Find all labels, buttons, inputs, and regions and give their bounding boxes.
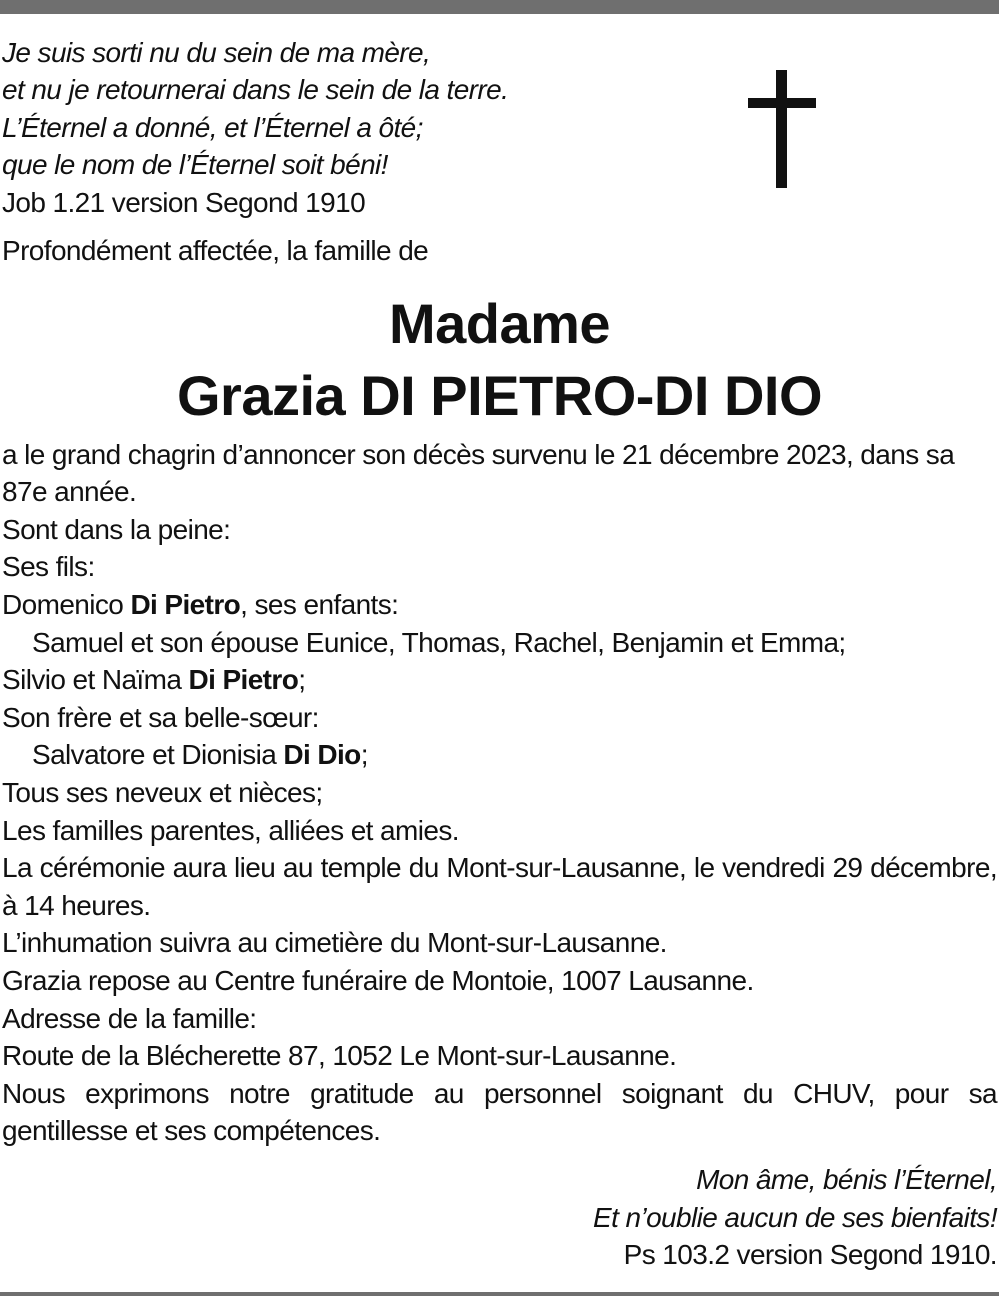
mourner-son-1: Domenico Di Pietro, ses enfants: xyxy=(2,589,399,620)
burial-text: L’inhumation suivra au cimetière du Mont-sur-Lausanne. xyxy=(2,927,667,959)
surname: Di Pietro xyxy=(188,664,299,696)
sibling-heading: Son frère et sa belle-sœur: xyxy=(2,701,319,733)
ceremony-text: La cérémonie aura lieu au temple du Mont-sur-Lausanne, le vendredi 29 décembre, à 14 heures. xyxy=(2,852,997,921)
bottom-rule xyxy=(0,1292,999,1296)
surname: Di Pietro xyxy=(130,589,241,620)
mourners-heading: Sont dans la peine: xyxy=(2,513,231,545)
nephews-text: Tous ses neveux et nièces; xyxy=(2,776,323,808)
rest-location-text: Grazia repose au Centre funéraire de Montoie, 1007 Lausanne. xyxy=(2,964,754,996)
grandchildren-list: Samuel et son épouse Eunice, Thomas, Rachel, Benjamin et Emma; xyxy=(32,626,846,658)
epigraph-line: L’Éternel a donné, et l’Éternel a ôté; xyxy=(2,111,423,143)
address-value: Route de la Blécherette 87, 1052 Le Mont-sur-Lausanne. xyxy=(2,1040,677,1072)
closing-line: Mon âme, bénis l’Éternel, xyxy=(696,1163,997,1195)
intro-text: Profondément affectée, la famille de xyxy=(2,235,429,267)
epigraph-line: et nu je retournerai dans le sein de la terre. xyxy=(2,74,509,106)
top-rule xyxy=(0,0,999,14)
deceased-heading xyxy=(2,288,997,432)
epigraph-line: Je suis sorti nu du sein de ma mère, xyxy=(2,37,431,68)
sons-heading: Ses fils: xyxy=(2,551,95,583)
closing-verse xyxy=(2,1161,997,1274)
surname: Di Dio xyxy=(283,739,361,771)
mourner-son-2: Silvio et Naïma Di Pietro; xyxy=(2,664,306,696)
gratitude-text: Nous exprimons notre gratitude au personnel soignant du CHUV, pour sa gentillesse et ses compétences. xyxy=(2,1077,997,1147)
address-label: Adresse de la famille: xyxy=(2,1002,257,1034)
announcement-text: a le grand chagrin d’annoncer son décès survenu le 21 décembre 2023, dans sa 87e année. xyxy=(2,438,955,508)
closing-reference: Ps 103.2 version Segond 1910. xyxy=(623,1239,997,1271)
closing-line: Et n’oublie aucun de ses bienfaits! xyxy=(593,1201,997,1233)
epigraph xyxy=(2,34,997,221)
epigraph-reference: Job 1.21 version Segond 1910 xyxy=(2,186,366,218)
deceased-title: Madame xyxy=(388,291,611,355)
families-text: Les familles parentes, alliées et amies. xyxy=(2,814,459,846)
mourner-sibling: Salvatore et Dionisia Di Dio; xyxy=(32,739,368,771)
obituary-notice xyxy=(2,34,997,1274)
deceased-name: Grazia DI PIETRO-DI DIO xyxy=(176,363,823,427)
epigraph-line: que le nom de l’Éternel soit béni! xyxy=(2,149,388,181)
